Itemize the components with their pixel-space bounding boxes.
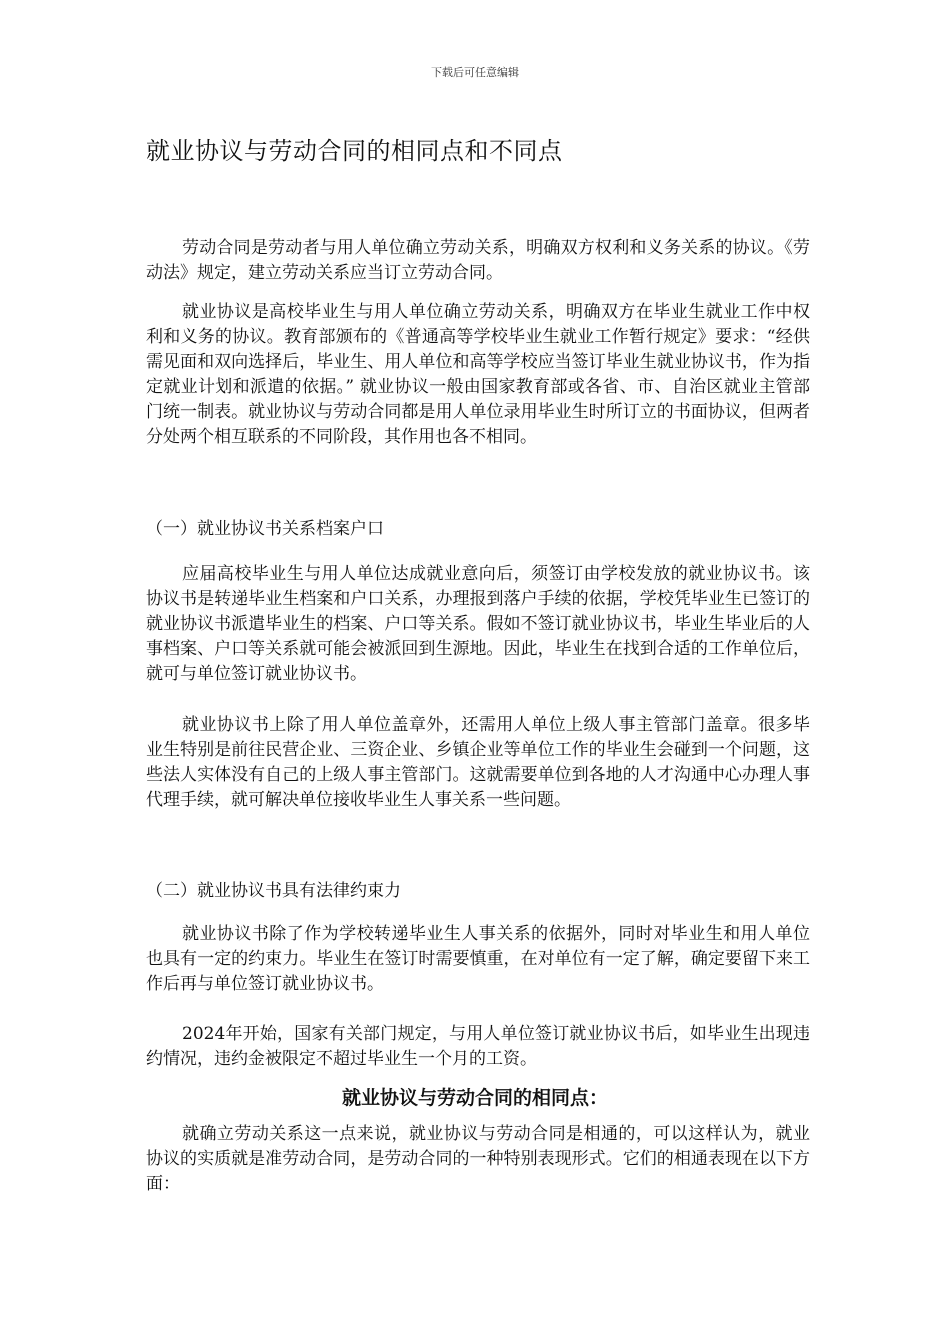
similarities-heading: 就业协议与劳动合同的相同点： — [341, 1087, 608, 1109]
section-heading-1: （一）就业协议书关系档案户口 — [146, 519, 384, 539]
document-title: 就业协议与劳动合同的相同点和不同点 — [146, 137, 563, 165]
paragraph-section1-a: 应届高校毕业生与用人单位达成就业意向后，须签订由学校发放的就业协议书。该协议书是转递毕业生档案和户口关系，办理报到落户手续的依据，学校凭毕业生已签订的就业协议书派遣毕业生的档案、户口等关系。假如不签订就业协议书，毕业生毕业后的人事档案、户口等关系就可能会被派回到生源地。因此，毕业生在找到合适的工作单位后，就可与单位签订就业协议书。 — [146, 564, 810, 684]
section-heading-2: （二）就业协议书具有法律约束力 — [146, 881, 401, 901]
paragraph-employment-agreement: 就业协议是高校毕业生与用人单位确立劳动关系，明确双方在毕业生就业工作中权利和义务的协议。教育部颁布的《普通高等学校毕业生就业工作暂行规定》要求：“经供需见面和双向选择后，毕业生、用人单位和高等学校应当签订毕业生就业协议书，作为指定就业计划和派遣的依据。” 就业协议一般由国家教育部或各省、市、自治区就业主管部门统一制表。就业协议与劳动合同都是用人单位录用毕业生时所订立的书面协议，但两者分处两个相互联系的不同阶段，其作用也各不相同。 — [146, 302, 810, 447]
header-note: 下载后可任意编辑 — [431, 66, 519, 79]
paragraph-section1-b: 就业协议书上除了用人单位盖章外，还需用人单位上级人事主管部门盖章。很多毕业生特别是前往民营企业、三资企业、乡镇企业等单位工作的毕业生会碰到一个问题，这些法人实体没有自己的上级人事主管部门。这就需要单位到各地的人才沟通中心办理人事代理手续，就可解决单位接收毕业生人事关系一些问题。 — [146, 715, 810, 810]
paragraph-labor-contract: 劳动合同是劳动者与用人单位确立劳动关系，明确双方权利和义务关系的协议。《劳动法》规定，建立劳动关系应当订立劳动合同。 — [146, 238, 810, 283]
paragraph-section2-a: 就业协议书除了作为学校转递毕业生人事关系的依据外，同时对毕业生和用人单位也具有一定的约束力。毕业生在签订时需要慎重，在对单位有一定了解，确定要留下来工作后再与单位签订就业协议书。 — [146, 924, 810, 994]
paragraph-similarities: 就确立劳动关系这一点来说，就业协议与劳动合同是相通的，可以这样认为，就业协议的实质就是准劳动合同，是劳动合同的一种特别表现形式。它们的相通表现在以下方面： — [146, 1124, 810, 1194]
paragraph-section2-b: 2024年开始，国家有关部门规定，与用人单位签订就业协议书后，如毕业生出现违约情况，违约金被限定不超过毕业生一个月的工资。 — [146, 1024, 810, 1069]
